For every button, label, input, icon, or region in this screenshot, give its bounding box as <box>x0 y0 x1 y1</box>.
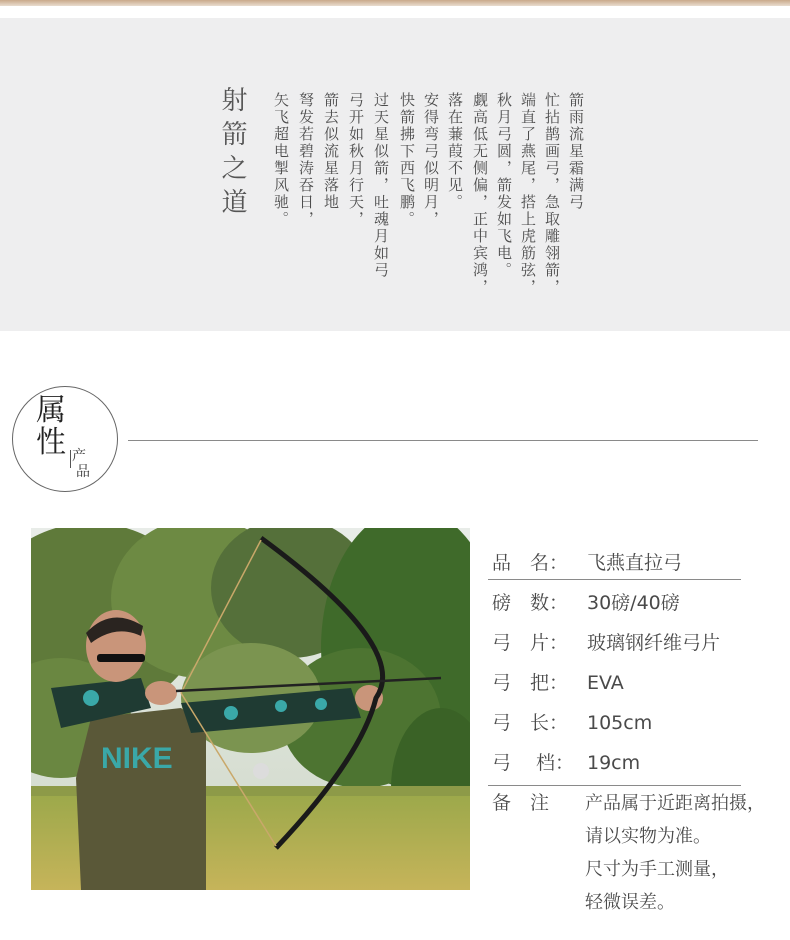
note-label: 备 注 <box>492 792 550 814</box>
poem-line: 过天星似箭，吐魂月如弓 <box>372 92 390 279</box>
badge-sub-char: 产 <box>72 448 86 464</box>
poem-line: 落在蒹葭不见。 <box>446 92 464 211</box>
top-accent-bar <box>0 0 790 6</box>
poem-line: 安得弯弓似明月， <box>422 92 440 228</box>
poem-line: 弩发若碧涛吞日， <box>297 92 315 228</box>
spec-label: 磅 数： <box>492 592 569 614</box>
note-line: 尺寸为手工测量， <box>585 859 729 880</box>
product-photo <box>31 528 470 890</box>
poem-line: 箭雨流星霜满弓 <box>567 92 585 211</box>
poem-line: 快箭拂下西飞鹏。 <box>398 92 416 228</box>
spec-divider <box>488 579 741 580</box>
badge-subtitle <box>72 448 90 480</box>
poem-line: 矢飞超电掣风驰。 <box>272 92 290 228</box>
badge-char: 性 <box>36 425 66 460</box>
spec-value: 飞燕直拉弓 <box>587 552 683 574</box>
spec-label: 弓 把： <box>492 672 569 694</box>
badge-sub-char: 品 <box>76 464 90 480</box>
badge-char: 属 <box>36 393 66 428</box>
poem-line: 秋月弓圆，箭发如飞电。 <box>495 92 513 279</box>
poem-line: 弓开如秋月行天， <box>347 92 365 228</box>
spec-value: 105cm <box>587 712 653 734</box>
spec-value: 30磅/40磅 <box>587 592 680 614</box>
note-line: 产品属于近距离拍摄， <box>585 793 765 814</box>
spec-value: 19cm <box>587 752 641 774</box>
spec-label: 品 名： <box>492 552 569 574</box>
badge-title <box>36 393 66 460</box>
section-divider <box>128 440 758 441</box>
poem-line: 端直了燕尾，搭上虎筋弦， <box>519 92 537 296</box>
spec-label: 弓 长： <box>492 712 569 734</box>
shirt-logo-text: NIKE <box>101 742 173 775</box>
spec-value: 玻璃钢纤维弓片 <box>587 632 721 654</box>
poem-line: 忙拈鹊画弓，急取雕翎箭， <box>543 92 561 296</box>
note-line: 请以实物为准。 <box>585 826 711 847</box>
poem-line: 觑高低无侧偏，正中宾鸿， <box>471 92 489 296</box>
note-line: 轻微误差。 <box>585 892 675 913</box>
spec-label: 弓 档： <box>492 752 575 774</box>
spec-label: 弓 片： <box>492 632 569 654</box>
spec-value: EVA <box>587 672 624 694</box>
poem-panel <box>0 18 790 331</box>
spec-divider <box>488 785 741 786</box>
poem-line: 箭去似流星落地 <box>322 92 340 211</box>
badge-divider <box>70 450 71 468</box>
poem-title: 射箭之道 <box>217 86 247 222</box>
